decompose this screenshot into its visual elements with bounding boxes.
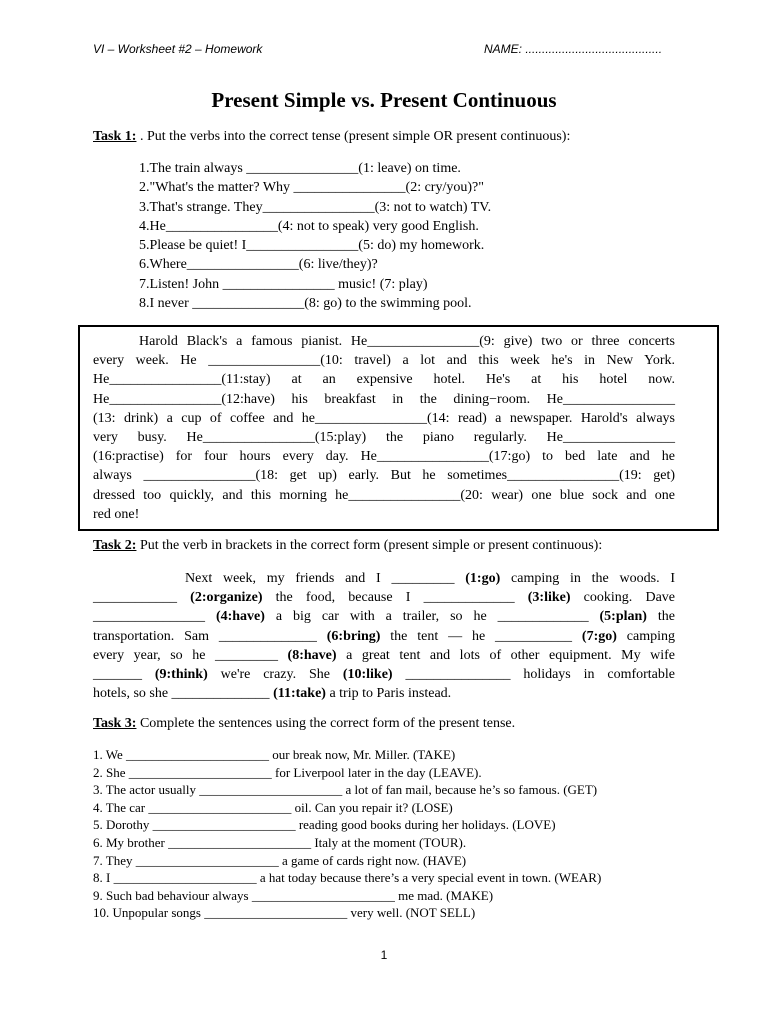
task3-item: 1. We ______________________ our break now, Mr. Miller. (TAKE) [93, 747, 456, 762]
task1-list [139, 159, 491, 313]
story-line: (16:practise) for four hours every day. He________________(17:go) to bed late and he [93, 449, 675, 465]
task2-line: hotels, so she ______________ (11:take) a trip to Paris instead. [93, 686, 452, 702]
story-line: He________________(11:stay) at an expensive hotel. He's at his hotel now. [93, 372, 675, 388]
story-line: every week. He ________________(10: travel) a lot and this week he's in New York. [93, 353, 675, 369]
task3-item: 7. They ______________________ a game of cards right now. (HAVE) [93, 852, 467, 868]
task1-item: 6.Where________________(6: live/they)? [139, 257, 378, 273]
task3-item: 3. The actor usually ______________________ a lot of fan mail, because he’s so famous. (GET) [93, 782, 598, 798]
task3-item: 8. I ______________________ a hat today because there’s a very special event in town. (WEAR) [93, 870, 602, 886]
page-title: Present Simple vs. Present Continuous [211, 88, 557, 112]
task1-item: 7.Listen! John ________________ music! (7: play) [139, 276, 428, 292]
story-line: red one! [93, 506, 140, 522]
worksheet-label: VI – Worksheet #2 – Homework [93, 42, 263, 56]
task2-line: Next week, my friends and I _________ (1:go) camping in the woods. I [185, 571, 675, 586]
task3-item: 5. Dorothy ______________________ reading good books during her holidays. (LOVE) [93, 817, 556, 833]
task1-item: 1.The train always ________________(1: leave) on time. [139, 161, 461, 176]
story-line: very busy. He________________(15:play) the piano regularly. He________________ [93, 430, 675, 446]
task1-label: Task 1: [93, 129, 137, 144]
task1-item: 2."What's the matter? Why ________________(2: cry/you)?" [139, 180, 484, 196]
task2-label: Task 2: [93, 538, 137, 553]
page-number: 1 [380, 948, 388, 962]
task3-item: 9. Such bad behaviour always ______________________ me mad. (MAKE) [93, 887, 494, 903]
task3-item: 4. The car ______________________ oil. Can you repair it? (LOSE) [93, 799, 453, 815]
task3-item: 6. My brother ______________________ Italy at the moment (TOUR). [93, 834, 467, 850]
task1-item: 4.He________________(4: not to speak) very good English. [139, 218, 479, 234]
story-line: always ________________(18: get up) early. But he sometimes________________(19: get) [93, 468, 675, 484]
task2-line: every year, so he _________ (8:have) a great tent and lots of other equipment. My wife [93, 647, 675, 663]
task1-heading [93, 129, 570, 145]
task1-item: 3.That's strange. They________________(3: not to watch) TV. [139, 199, 492, 215]
task3-instruction: Complete the sentences using the correct form of the present tense. [136, 716, 516, 731]
task2-line: _______ (9:think) we're crazy. She (10:like) _______________ holidays in comfortable [93, 667, 675, 683]
story-line: He________________(12:have) his breakfast in the dining−room. He________________ [93, 391, 675, 407]
story-line: (13: drink) a cup of coffee and he________________(14: read) a newspaper. Harold's always [93, 410, 675, 426]
task2-line: ____________ (2:organize) the food, because I _____________ (3:like) cooking. Dave [93, 590, 675, 606]
task3-label: Task 3: [93, 716, 137, 731]
name-field: NAME: ......................................... [484, 42, 663, 56]
story-line: dressed too quickly, and this morning he________________(20: wear) one blue sock and one [93, 487, 675, 503]
story-line: Harold Black's a famous pianist. He________________(9: give) two or three concerts [139, 334, 675, 349]
task2-heading [93, 538, 602, 554]
task1-instruction: . Put the verbs into the correct tense (present simple OR present continuous): [136, 129, 571, 144]
task3-list [93, 746, 601, 922]
task2-paragraph [93, 569, 675, 703]
task3-heading [93, 716, 515, 732]
task1-item: 5.Please be quiet! I________________(5: do) my homework. [139, 238, 485, 254]
task3-item: 2. She ______________________ for Liverpool later in the day (LEAVE). [93, 764, 482, 780]
task2-line: transportation. Sam ______________ (6:bring) the tent — he ___________ (7:go) camping [93, 628, 675, 644]
task1-item: 8.I never ________________(8: go) to the swimming pool. [139, 296, 472, 312]
story-paragraph [93, 332, 675, 524]
task2-instruction: Put the verb in brackets in the correct form (present simple or present continuous): [136, 538, 603, 553]
task2-line: ________________ (4:have) a big car with a trailer, so he _____________ (5:plan) the [93, 609, 675, 625]
task3-item: 10. Unpopular songs ______________________ very well. (NOT SELL) [93, 905, 476, 921]
